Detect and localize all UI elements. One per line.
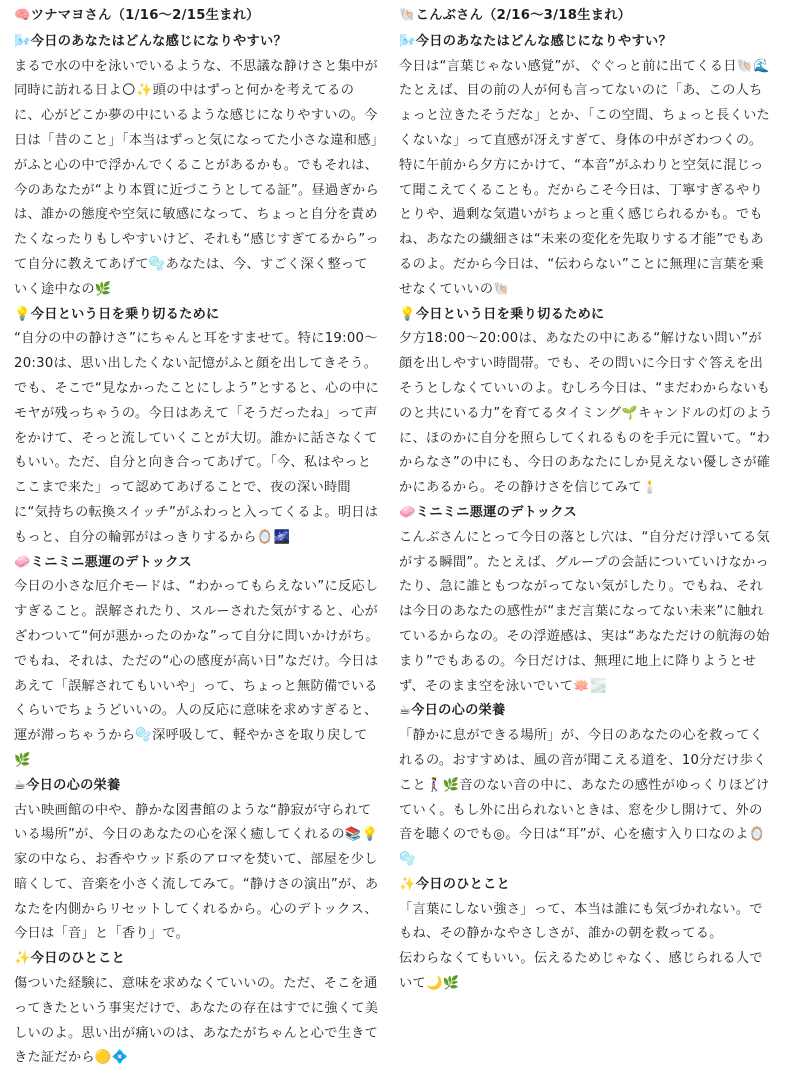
section-heading-mood: 🌬️今日のあなたはどんな感じになりやすい？ [399, 33, 672, 49]
horoscope-column-tsunamayo [14, 4, 380, 1071]
sign-title: 🧠ツナマヨさん（1/16〜2/15生まれ） [14, 8, 260, 23]
section-text-mood: 今日は“言葉じゃない感覚”が、ぐぐっと前に出てくる日🐚🌊たとえば、目の前の人が何も言ってないのに「あ、この人ちょっと泣きたそうだな」とか、「この空間、ちょっと長くいたくないな」って直感が冴えすぎて、身体の中がざわつくの。特に午前から夕方にかけて、“本音”がふわりと空気に混じって聞こえてくることも。だからこそ今日は、丁寧すぎるやりとりや、過剰な気遣いがちょっと重く感じられるかも。でもね、あなたの繊細さは“未来の変化を先取りする才能”でもあるのよ。だから今日は、“伝わらない”ことに無理に言葉を乗せなくていいの🐚 [399, 58, 771, 297]
section-heading-nourish: ☕今日の心の栄養 [399, 703, 506, 719]
horoscope-column-konbu [399, 4, 775, 997]
section-text-mood: まるで水の中を泳いでいるような、不思議な静けさと集中が同時に訪れる日よ🌕✨頭の中はずっと何かを考えてるのに、心がどこか夢の中にいるような感じになりやすいの。今日は「昔のこと」「本当はずっと気になってた小さな違和感」がふと心の中で浮かんでくることがあるかも。でもそれは、今のあなたが“より本質に近づこうとしてる証”。昼過ぎからは、誰かの態度や空気に敏感になって、ちょっと自分を責めたくなったりもしやすいけど、それも“感じすぎてるから”って自分に教えてあげて🫧あなたは、今、すごく深く整っていく途中なの🌿 [14, 58, 379, 297]
section-text-word-2: 伝わらなくてもいい。伝えるためじゃなく、感じられる人でいて🌙🌿 [399, 951, 763, 992]
section-text-tips: “自分の中の静けさ”にちゃんと耳をすませて。特に19:00〜20:30は、思い出したくない記憶がふと顔を出してきそう。でも、そこで“見なかったことにしよう”とすると、心の中にモヤが残っちゃうの。今日はあえて「そうだったね」って声をかけて、そっと流していくことが大切。誰かに話さなくてもいい。ただ、自分と向き合ってあげて。「今、私はやっとここまで来た」って認めてあげることで、夜の深い時間に“気持ちの転換スイッチ”がふわっと入ってくるよ。明日はもっと、自分の輪郭がはっきりするから🪞🌌 [14, 331, 379, 545]
section-text-nourish: 「静かに息ができる場所」が、今日のあなたの心を救ってくれるの。おすすめは、風の音が聞こえる道を、10分だけ歩くこと🚶‍♀️🌿音のない音の中に、あなたの感性がゆっくりほどけていく。もし外に出られないときは、窓を少し開けて、外の音を聴くのでも◎。今日は“耳”が、心を癒す入り口なのよ🪞🫧 [399, 728, 770, 868]
section-text-word-1: 「言葉にしない強さ」って、本当は誰にも気づかれない。でもね、その静かなやさしさが、誰かの朝を救ってる。 [399, 901, 763, 942]
section-heading-word: ✨今日のひとこと [14, 951, 126, 967]
section-text-detox: 今日の小さな厄介モードは、“わかってもらえない”に反応しすぎること。誤解されたり、スルーされた気がすると、心がざわついて“何が悪かったのかな”って自分に問いかけがち。でもね、それは、ただの“心の感度が高い日”なだけ。今日はあえて「誤解されてもいいや」って、ちょっと無防備でいるくらいでちょうどいいの。人の反応に意味を求めすぎると、運が滞っちゃうから🫧深呼吸して、軽やかさを取り戻して🌿 [14, 579, 379, 768]
section-heading-tips: 💡今日という日を乗り切るために [14, 306, 220, 322]
section-text-nourish: 古い映画館の中や、静かな図書館のような“静寂が守られている場所”が、今日のあなたの心を深く癒してくれるの📚💡家の中なら、お香やウッド系のアロマを焚いて、部屋を少し暗くして、音楽を小さく流してみて。“静けさの演出”が、あなたを内側からリセットしてくれるから。心のデトックス、今日は「音」と「香り」で。 [14, 802, 379, 942]
section-heading-detox: 🧼ミニミニ悪運のデトックス [399, 504, 578, 520]
sign-title: 🐚こんぶさん（2/16〜3/18生まれ） [399, 8, 632, 23]
section-heading-nourish: ☕今日の心の栄養 [14, 777, 121, 793]
section-heading-mood: 🌬️今日のあなたはどんな感じになりやすい？ [14, 33, 287, 49]
section-text-detox: こんぶさんにとって今日の落とし穴は、“自分だけ浮いてる気がする瞬間”。たとえば、グループの会話についていけなかったり、急に誰ともつながってない気がしたり。でもね、それは今日のあなたの感性が“まだ言葉になってない未来”に触れているからなの。その浮遊感は、実は“あなただけの航海の始まり”でもあるの。今日だけは、無理に地上に降りようとせず、そのまま空を泳いでいて🪷🌫️ [399, 529, 771, 694]
section-heading-detox: 🧼ミニミニ悪運のデトックス [14, 554, 193, 570]
section-text-word: 傷ついた経験に、意味を求めなくていいの。ただ、そこを通ってきたという事実だけで、あなたの存在はすでに強くて美しいのよ。思い出が痛いのは、あなたがちゃんと心で生きてきた証だから🟡💠 [14, 976, 379, 1066]
section-heading-tips: 💡今日という日を乗り切るために [399, 306, 605, 322]
section-text-tips: 夕方18:00〜20:00は、あなたの中にある“解けない問い”が顔を出しやすい時間帯。でも、その問いに今日すぐ答えを出そうとしなくていいのよ。むしろ今日は、“まだわからないものと共にいる力”を育てるタイミング🌱キャンドルの灯のように、ほのかに自分を照らしてくれるものを手元に置いて。“わからなさ”の中にも、今日のあなたにしか見えない優しさが確かにあるから。その静けさを信じてみて🕯️ [399, 331, 773, 496]
section-heading-word: ✨今日のひとこと [399, 876, 511, 892]
